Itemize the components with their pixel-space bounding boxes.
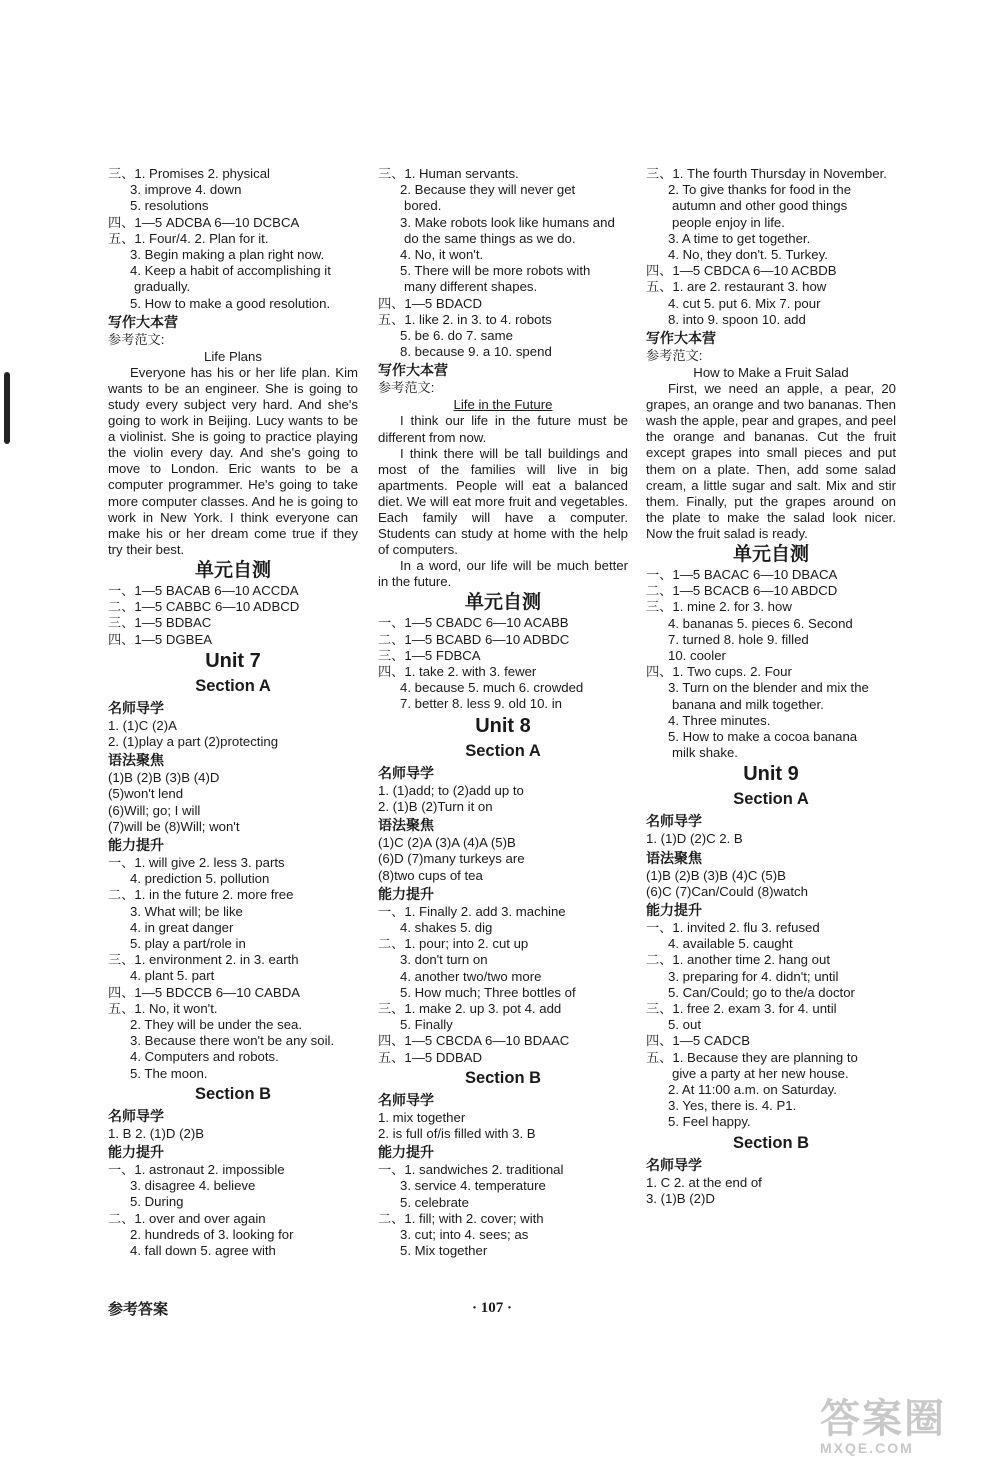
answer-line: (6)D (7)many turkeys are [378,851,525,867]
answer-line: 3. cut; into 4. sees; as [400,1226,529,1242]
answer-line: 四、1—5 ADCBA 6—10 DCBCA [108,214,300,230]
unit-test-title: 单元自测 [194,559,271,581]
answer-line: 7. turned 8. hole 9. filled [668,631,809,647]
section-heading: 能力提升 [378,885,434,902]
section-heading: 能力提升 [108,836,164,853]
answer-line: 7. better 8. less 9. old 10. in [400,696,563,712]
answer-line: 五、1. like 2. in 3. to 4. robots [378,311,552,327]
essay-paragraph: I think there will be tall buildings and most of the families will live in big apartments. People will eat a balanced diet. We will eat more fruit and vegetables. Each family will have a computer. Students can study at home with the help of computers. [378,445,628,558]
answer-line: 五、1. Because they are planning to [646,1049,858,1065]
essay-title: Life Plans [204,348,262,364]
section-title: Section A [195,676,271,695]
essay-paragraph: I think our life in the future must be different from now. [378,413,628,445]
answer-line: 1. (1)add; to (2)add up to [378,782,524,798]
answer-line: 三、1—5 BDBAC [108,615,212,631]
answer-line: 二、1—5 CABBC 6—10 ADBCD [108,599,300,615]
section-heading: 写作大本营 [108,313,178,330]
answer-line: 5. play a part/role in [130,936,246,951]
answer-line: 10. cooler [668,647,726,663]
answer-line: 四、1—5 DGBEA [108,631,213,647]
answer-line: 5. Mix together [400,1243,488,1259]
answer-line: 1. B 2. (1)D (2)B [108,1125,205,1141]
answer-line: 4. fall down 5. agree with [130,1243,276,1259]
section-heading: 名师导学 [108,1107,164,1124]
answer-line: 5. There will be more robots with [400,263,591,279]
answer-line: 5. How to make a good resolution. [130,295,331,311]
answer-line: 四、1—5 CADCB [646,1033,751,1049]
page-number: · 107 · [472,1300,513,1316]
answer-line: 5. Can/Could; go to the/a doctor [668,984,855,1000]
answer-line-continued: milk shake. [672,745,738,761]
answer-line: 二、1. over and over again [108,1210,266,1226]
answer-line: 三、1. Human servants. [378,166,519,181]
answer-line: 3. disagree 4. believe [130,1178,256,1194]
answer-line: (1)C (2)A (3)A (4)A (5)B [378,835,516,851]
answer-line: 4. because 5. much 6. crowded [400,680,584,696]
answer-line: 一、1. Finally 2. add 3. machine [378,903,566,919]
section-title: Section B [464,1068,542,1087]
answer-line: 1. mix together [378,1109,466,1125]
answer-line: 2. They will be under the sea. [130,1017,303,1033]
scan-margin-mark [4,372,10,444]
answer-line: 5. The moon. [130,1065,208,1081]
answer-line: 2. is full of/is filled with 3. B [378,1125,536,1141]
answer-line: 4. available 5. caught [668,936,793,952]
unit-test-title: 单元自测 [464,592,541,614]
answer-line: 三、1—5 FDBCA [378,647,481,663]
answer-line: 5. How much; Three bottles of [400,984,576,1000]
sample-label: 参考范文: [108,331,165,347]
answer-line: 5. How to make a cocoa banana [668,729,858,744]
answer-line: 二、1—5 BCACB 6—10 ABDCD [646,583,838,599]
answer-line: 5. Feel happy. [668,1114,751,1130]
answer-line: 一、1. astronaut 2. impossible [108,1162,285,1178]
answer-line: (8)two cups of tea [378,867,483,883]
answer-line: (1)B (2)B (3)B (4)C (5)B [646,867,786,883]
answer-line: 3. Because there won't be any soil. [130,1033,335,1049]
answer-line-continued: autumn and other good things [672,198,848,214]
answer-line: 8. because 9. a 10. spend [400,344,552,360]
answer-line: 三、1. Promises 2. physical [108,166,270,181]
answer-line: 4. Computers and robots. [130,1049,279,1065]
answer-line: 5. During [130,1194,184,1210]
answer-line: (6)C (7)Can/Could (8)watch [646,883,808,899]
essay-paragraph: Everyone has his or her life plan. Kim wants to be an engineer. She is going to study every subject very hard. And she's going to work in Beijing. Lucy wants to be a violinist. She is going to practice playing the violin every day. And she's going to move to London. Eric wants to be a computer programmer. He's going to take more computer classes. And he is going to work in New York. I think everyone can make his or her dream come true if they try their best. [108,364,358,557]
section-heading: 写作大本营 [378,362,448,379]
answer-line: 四、1. Two cups. 2. Four [646,664,792,680]
answer-line: 4. plant 5. part [130,968,215,984]
answer-line: 2. (1)play a part (2)protecting [108,733,279,749]
answer-line: 1. (1)D (2)C 2. B [646,831,743,847]
section-heading: 写作大本营 [646,330,716,347]
answer-line: (1)B (2)B (3)B (4)D [108,770,220,786]
section-heading: 语法聚焦 [378,817,434,834]
answer-line: 2. (1)B (2)Turn it on [378,798,493,814]
answer-line: 二、1. in the future 2. more free [108,887,294,903]
answer-line: 四、1—5 CBDCA 6—10 ACBDB [646,263,837,279]
answer-line: 4. Keep a habit of accomplishing it [130,263,331,279]
footer-label: 参考答案 [108,1301,169,1318]
unit-title: Unit 9 [743,763,799,786]
answer-line: 3. Yes, there is. 4. P1. [668,1098,797,1114]
essay-title: How to Make a Fruit Salad [693,365,849,381]
answer-line: 5. celebrate [400,1194,469,1210]
sample-label: 参考范文: [378,380,435,396]
section-title: Section B [194,1084,272,1103]
answer-line: 1. (1)C (2)A [108,717,177,733]
essay-paragraph: First, we need an apple, a pear, 20 grapes, an orange and two bananas. Then wash the apple, pear and grapes, and peel the orange and bananas. Cut the fruit except grapes into small pieces and put them on a plate. Then, add some salad cream, a little sugar and salt. Mix and stir them. Finally, put the grapes around on the plate to make the salad look nicer. Now the fruit salad is ready. [646,381,897,541]
essay-title: Life in the Future [453,397,553,413]
watermark [820,1398,990,1464]
answer-line: 四、1. take 2. with 3. fewer [378,664,537,680]
answer-line: 3. Make robots look like humans and [400,214,615,230]
answer-line-continued: many different shapes. [404,279,538,295]
unit-title: Unit 8 [475,714,531,737]
answer-line: 5. Finally [400,1017,453,1033]
answer-line: 三、1. The fourth Thursday in November. [646,166,887,181]
answer-line: 三、1. environment 2. in 3. earth [108,952,299,968]
answer-line: 5. be 6. do 7. same [400,328,513,344]
section-heading: 能力提升 [378,1144,434,1161]
answer-line-continued: bored. [404,198,442,214]
answer-line: 3. don't turn on [400,952,488,968]
answer-line: 五、1—5 DDBAD [378,1049,483,1065]
answer-line: 三、1. mine 2. for 3. how [646,599,792,615]
section-heading: 名师导学 [646,813,702,830]
answer-line: 4. No, it won't. [400,247,484,263]
answer-line: 8. into 9. spoon 10. add [668,311,806,327]
answer-line: 一、1—5 BACAB 6—10 ACCDA [108,582,299,598]
answer-line: 四、1—5 BDACD [378,295,483,311]
watermark-badge: 答案圈 [820,1397,946,1441]
answer-line: 4. in great danger [130,919,234,935]
answer-line: 二、1. fill; with 2. cover; with [378,1210,544,1226]
answer-line: 一、1. invited 2. flu 3. refused [646,920,820,936]
answer-line: 3. Turn on the blender and mix the [668,680,869,696]
section-heading: 名师导学 [646,1156,702,1173]
section-heading: 名师导学 [378,1091,434,1108]
answer-line: 4. No, they don't. 5. Turkey. [668,247,828,263]
section-heading: 能力提升 [108,1144,164,1161]
section-heading: 语法聚焦 [108,752,164,769]
answer-line: 五、1. Four/4. 2. Plan for it. [108,230,269,246]
section-title: Section A [733,790,809,809]
answer-line-continued: gradually. [134,279,191,295]
answer-line: 二、1. pour; into 2. cut up [378,936,529,952]
answer-line: 2. hundreds of 3. looking for [130,1226,294,1242]
essay-paragraph: In a word, our life will be much better in the future. [378,558,628,590]
answer-line: 3. improve 4. down [130,182,242,198]
answer-line: (5)won't lend [108,786,184,802]
answer-line: 四、1—5 BDCCB 6—10 CABDA [108,984,301,1000]
answer-column-2 [378,166,628,1259]
section-heading: 名师导学 [378,764,434,781]
answer-line: 4. prediction 5. pollution [130,871,270,887]
watermark-url: MXQE.COM [820,1440,914,1456]
answer-line: 5. out [668,1017,701,1033]
answer-line: 4. bananas 5. pieces 6. Second [668,615,853,631]
answer-line: 三、1. make 2. up 3. pot 4. add [378,1000,562,1016]
answer-line: 3. Begin making a plan right now. [130,247,325,263]
unit-title: Unit 7 [205,649,261,672]
section-title: Section A [465,741,541,760]
answer-line: 一、1—5 BACAC 6—10 DBACA [646,566,838,582]
unit-test-title: 单元自测 [732,543,809,565]
answer-line: 1. C 2. at the end of [646,1174,762,1190]
answer-line: 2. At 11:00 a.m. on Saturday. [668,1082,837,1098]
answer-line-continued: people enjoy in life. [672,214,785,230]
answer-line: 四、1—5 CBCDA 6—10 BDAAC [378,1033,570,1049]
answer-line: 4. cut 5. put 6. Mix 7. pour [668,295,821,311]
answer-line: 二、1—5 BCABD 6—10 ADBDC [378,631,570,647]
answer-line: 3. (1)B (2)D [646,1190,715,1206]
answer-line-continued: banana and milk together. [672,696,824,712]
section-heading: 能力提升 [646,902,702,919]
answer-line: 2. Because they will never get [400,182,576,198]
answer-line: 一、1. sandwiches 2. traditional [378,1162,564,1178]
sample-label: 参考范文: [646,348,703,364]
answer-line-continued: do the same things as we do. [404,230,576,246]
answer-line: 4. shakes 5. dig [400,919,493,935]
answer-line: 3. preparing for 4. didn't; until [668,968,839,984]
answer-line: 5. resolutions [130,198,209,214]
answer-line: 一、1—5 CBADC 6—10 ACABB [378,615,569,631]
answer-line: 4. Three minutes. [668,712,771,728]
answer-line: 4. another two/two more [400,968,542,984]
answer-line-continued: give a party at her new house. [672,1065,849,1081]
answer-line: 五、1. No, it won't. [108,1000,218,1016]
answer-line: 三、1. free 2. exam 3. for 4. until [646,1001,837,1017]
section-heading: 名师导学 [108,699,164,716]
answer-line: 一、1. will give 2. less 3. parts [108,854,285,870]
answer-line: (7)will be (8)Will; won't [108,818,240,834]
section-title: Section B [732,1133,810,1152]
answer-line: 二、1. another time 2. hang out [646,952,831,968]
answer-line: 2. To give thanks for food in the [668,182,852,198]
answer-line: (6)Will; go; I will [108,802,201,818]
answer-line: 五、1. are 2. restaurant 3. how [646,279,827,295]
section-heading: 语法聚焦 [646,849,702,866]
answer-line: 3. What will; be like [130,903,243,919]
answer-column-1 [108,166,358,1259]
answer-line: 3. A time to get together. [668,230,811,246]
answer-column-3 [646,166,896,1207]
answer-line: 3. service 4. temperature [400,1178,546,1194]
